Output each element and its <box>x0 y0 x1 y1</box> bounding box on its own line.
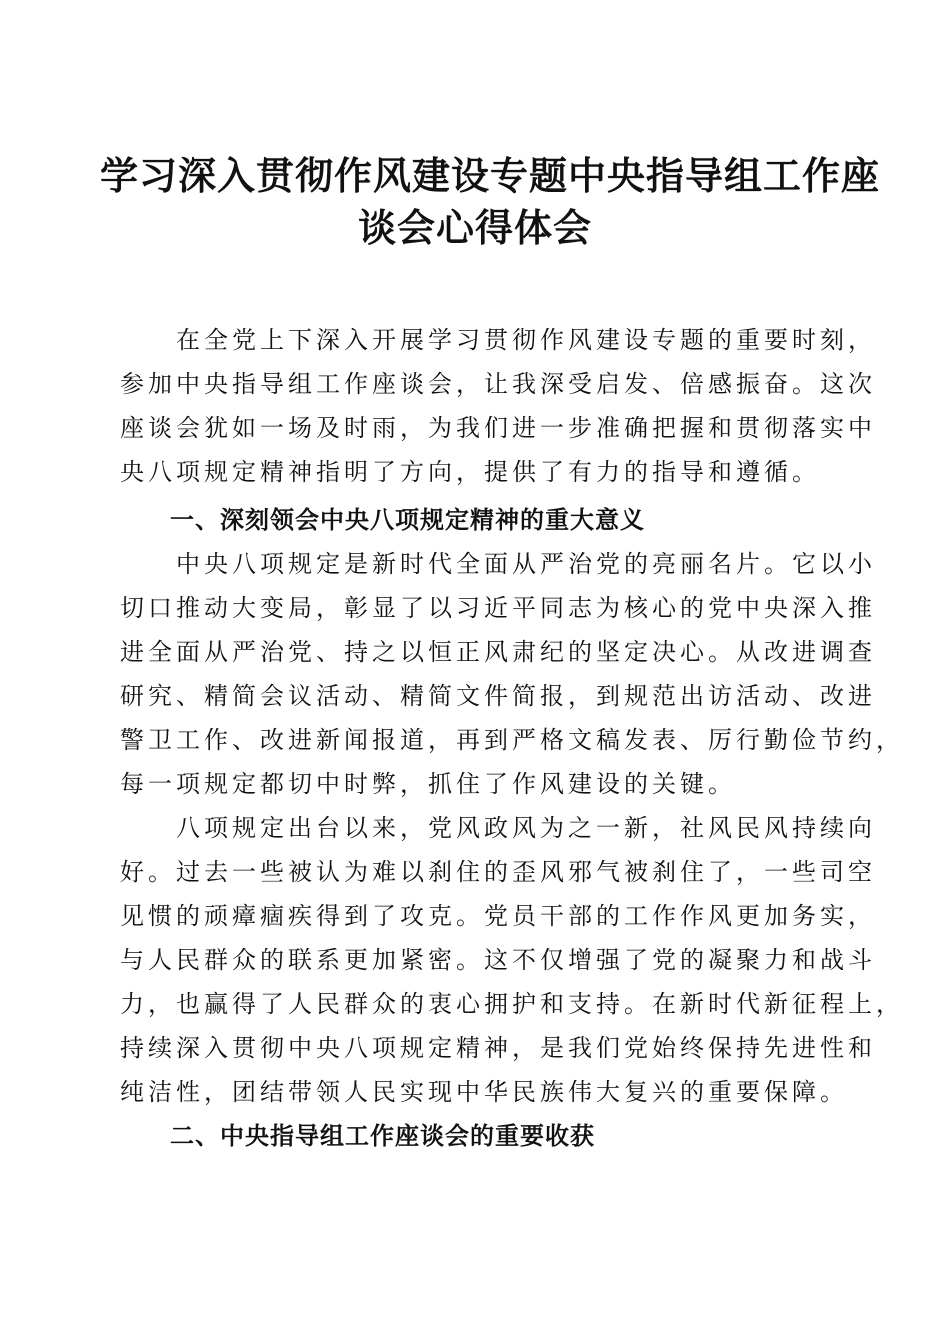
text-line: 好。过去一些被认为难以刹住的歪风邪气被刹住了，一些司空 <box>120 858 876 886</box>
text-line: 与人民群众的联系更加紧密。这不仅增强了党的凝聚力和战斗 <box>120 946 876 974</box>
text-line: 警卫工作、改进新闻报道，再到严格文稿发表、厉行勤俭节约， <box>120 726 904 754</box>
paragraph-achievements <box>120 806 904 1114</box>
text-line: 研究、精简会议活动、精简文件简报，到规范出访活动、改进 <box>120 682 876 710</box>
section-heading-1: 一、深刻领会中央八项规定精神的重大意义 <box>170 506 645 534</box>
paragraph-significance <box>120 542 904 806</box>
paragraph-intro <box>120 318 876 494</box>
section-heading-2: 二、中央指导组工作座谈会的重要收获 <box>170 1122 595 1150</box>
text-line: 见惯的顽瘴痼疾得到了攻克。党员干部的工作作风更加务实， <box>120 902 876 930</box>
text-line: 每一项规定都切中时弊，抓住了作风建设的关键。 <box>120 770 736 798</box>
document-title-line-1: 学习深入贯彻作风建设专题中央指导组工作座 <box>100 153 881 198</box>
text-line: 中央八项规定是新时代全面从严治党的亮丽名片。它以小 <box>120 550 876 578</box>
document-title-line-2: 谈会心得体会 <box>357 205 592 250</box>
text-line: 座谈会犹如一场及时雨，为我们进一步准确把握和贯彻落实中 <box>120 414 876 442</box>
text-line: 切口推动大变局，彰显了以习近平同志为核心的党中央深入推 <box>120 594 876 622</box>
text-line: 央八项规定精神指明了方向，提供了有力的指导和遵循。 <box>120 458 820 486</box>
text-line: 持续深入贯彻中央八项规定精神，是我们党始终保持先进性和 <box>120 1034 876 1062</box>
text-line: 八项规定出台以来，党风政风为之一新，社风民风持续向 <box>120 814 876 842</box>
text-line: 进全面从严治党、持之以恒正风肃纪的坚定决心。从改进调查 <box>120 638 876 666</box>
text-line: 力，也赢得了人民群众的衷心拥护和支持。在新时代新征程上， <box>120 990 904 1018</box>
text-line: 纯洁性，团结带领人民实现中华民族伟大复兴的重要保障。 <box>120 1078 848 1106</box>
text-line: 参加中央指导组工作座谈会，让我深受启发、倍感振奋。这次 <box>120 370 876 398</box>
text-line: 在全党上下深入开展学习贯彻作风建设专题的重要时刻， <box>120 326 876 354</box>
